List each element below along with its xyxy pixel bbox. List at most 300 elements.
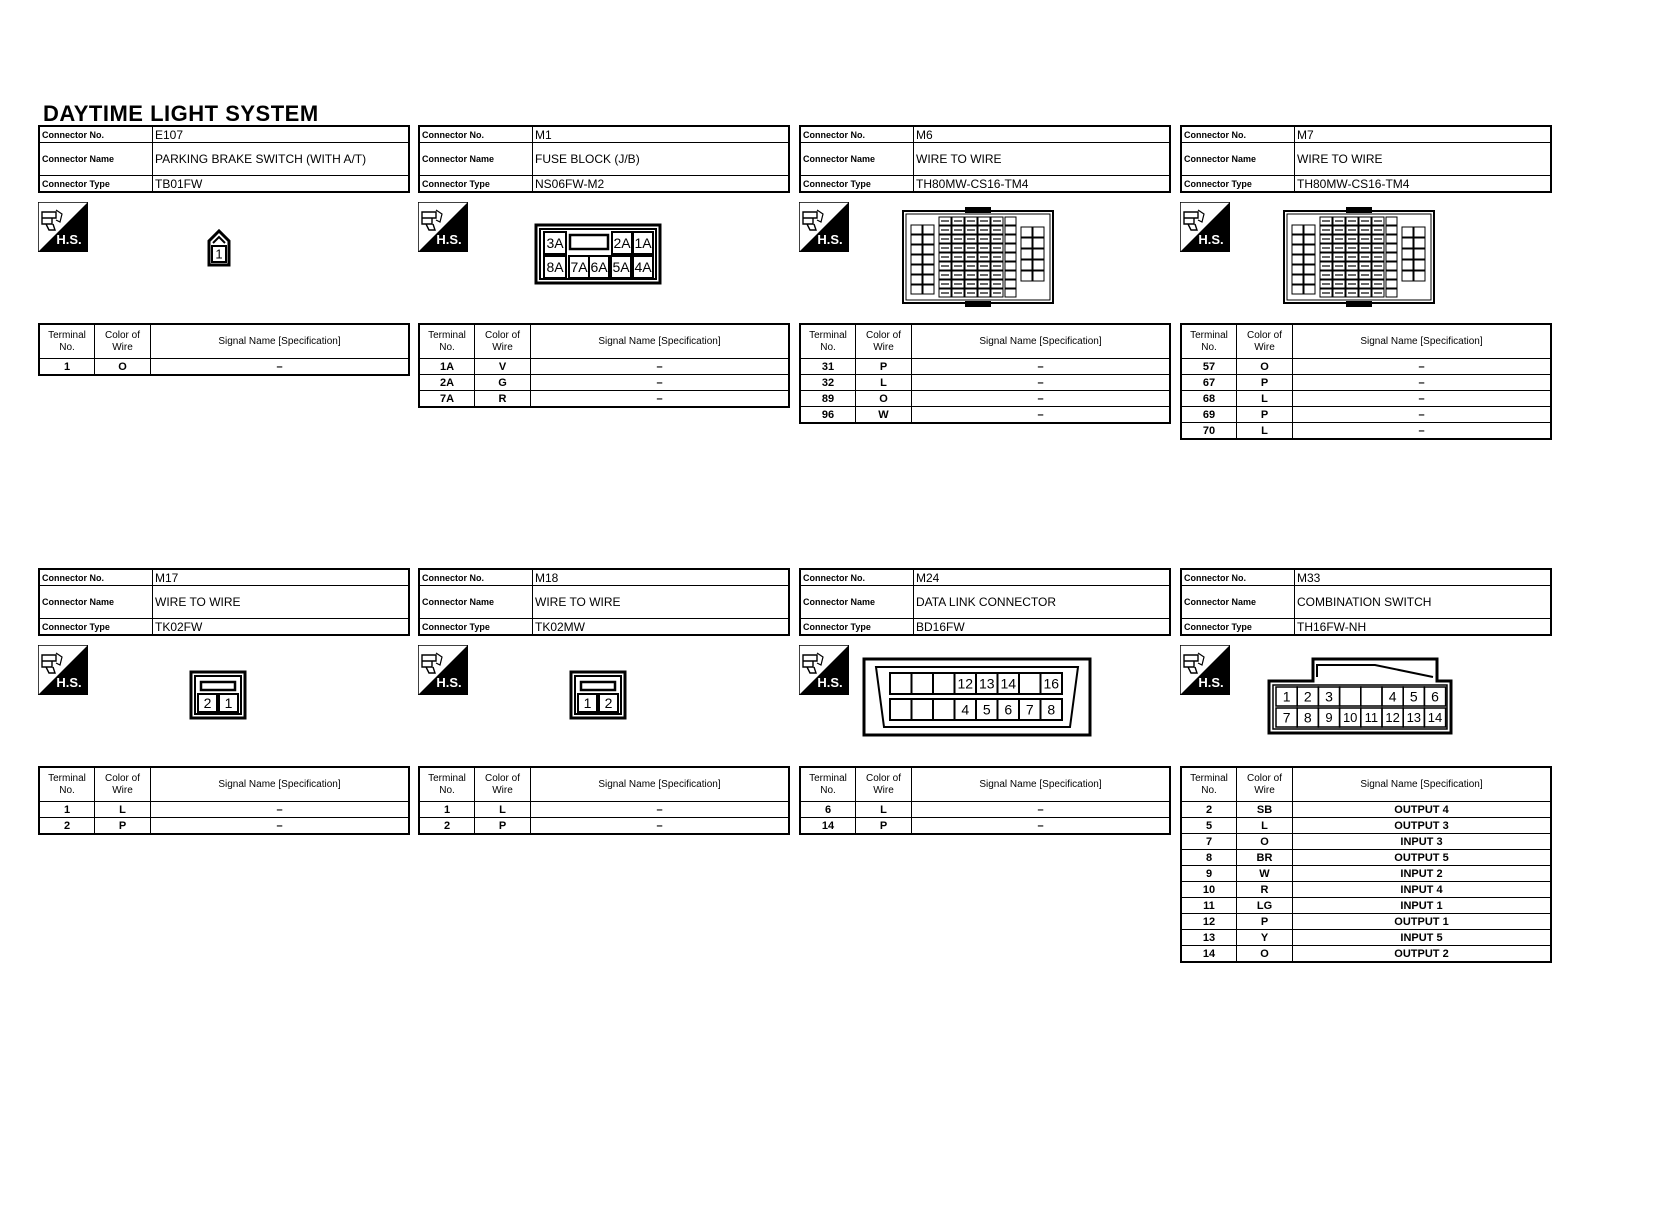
pin-cavity [1005, 235, 1016, 243]
connector-lock [1346, 207, 1372, 213]
color-of-wire-header: Color of Wire [95, 767, 151, 802]
signal-name: – [151, 818, 410, 835]
wire-color: L [1237, 423, 1293, 440]
pin-cavity [1019, 673, 1041, 694]
pin-cavity [1304, 225, 1315, 234]
pin-cavity [933, 673, 955, 694]
connector-type-value: BD16FW [914, 619, 1171, 636]
pin-label: 5 [1409, 688, 1418, 705]
terminal-no: 89 [800, 391, 856, 407]
connector-housing [864, 659, 1090, 735]
pin-cavity [1292, 255, 1303, 264]
terminal-no: 14 [800, 818, 856, 835]
terminal-no: 1 [39, 359, 95, 376]
wire-color: G [475, 375, 531, 391]
signal-name: – [1293, 391, 1552, 407]
connector-card-m17 [38, 568, 410, 835]
connector-header-table [38, 568, 410, 636]
pin-cavity [1292, 275, 1303, 284]
pin-cavity [1033, 260, 1044, 270]
connector-figure [418, 193, 790, 323]
connector-lock [1317, 665, 1433, 677]
wire-color: L [1237, 391, 1293, 407]
pin-label: 16 [1043, 675, 1060, 692]
signal-name: – [912, 818, 1171, 835]
pin-cavity [923, 245, 934, 254]
signal-name: – [1293, 407, 1552, 423]
connector-header-table [1180, 568, 1552, 636]
terminal-no: 7 [1181, 834, 1237, 850]
hs-label: H.S. [56, 675, 82, 690]
connector-header-table [418, 125, 790, 193]
signal-name: – [531, 802, 790, 818]
terminal-no: 12 [1181, 914, 1237, 930]
hs-label: H.S. [1198, 232, 1224, 247]
terminal-no: 68 [1181, 391, 1237, 407]
signal-name: OUTPUT 4 [1293, 802, 1552, 818]
hs-label: H.S. [1198, 675, 1224, 690]
terminal-no: 32 [800, 375, 856, 391]
connector-figure [799, 636, 1171, 766]
connector-face-diagram [569, 670, 627, 720]
pin-cavity [1386, 289, 1397, 297]
connector-type-label: Connector Type [1181, 176, 1295, 193]
connector-header-table [799, 125, 1171, 193]
terminal-no: 2 [39, 818, 95, 835]
pin-cavity [1402, 238, 1413, 248]
table-row [419, 375, 789, 391]
connector-name-label: Connector Name [1181, 143, 1295, 176]
pin-cavity [1386, 244, 1397, 252]
pin-label: 1 [1282, 688, 1291, 705]
pin-cavity [1340, 687, 1361, 706]
pin-cavity [1005, 217, 1016, 225]
color-of-wire-header: Color of Wire [95, 324, 151, 359]
connector-name-label: Connector Name [419, 586, 533, 619]
terminal-table [418, 766, 790, 835]
terminal-no: 1 [39, 802, 95, 818]
signal-name-header: Signal Name [Specification] [151, 324, 410, 359]
pin-label: 8 [1303, 709, 1312, 726]
terminal-no: 14 [1181, 946, 1237, 963]
wire-color: R [1237, 882, 1293, 898]
connector-name-value: WIRE TO WIRE [914, 143, 1171, 176]
terminal-table [418, 323, 790, 408]
pin-cavity [1402, 271, 1413, 281]
table-row [39, 802, 409, 818]
connector-name-label: Connector Name [419, 143, 533, 176]
pin-label: 12 [957, 675, 974, 692]
pin-cavity [911, 225, 922, 234]
signal-name-header: Signal Name [Specification] [1293, 324, 1552, 359]
pin-cavity [890, 699, 912, 720]
pin-cavity [1005, 280, 1016, 288]
pin-cavity [1005, 253, 1016, 261]
wire-color: O [95, 359, 151, 376]
table-row [1181, 359, 1551, 375]
table-row [1181, 423, 1551, 440]
pin-cavity [1386, 271, 1397, 279]
signal-name-header: Signal Name [Specification] [912, 324, 1171, 359]
harness-side-icon [418, 202, 468, 252]
terminal-no-header: Terminal No. [1181, 767, 1237, 802]
terminal-no: 10 [1181, 882, 1237, 898]
connector-type-value: TH80MW-CS16-TM4 [1295, 176, 1552, 193]
signal-name: – [912, 375, 1171, 391]
connector-no-value: M17 [153, 569, 410, 586]
connector-no-value: M1 [533, 126, 790, 143]
connector-no-label: Connector No. [39, 126, 153, 143]
pin-cavity [1402, 260, 1413, 270]
connector-figure [799, 193, 1171, 323]
terminal-no: 67 [1181, 375, 1237, 391]
connector-header-table [38, 125, 410, 193]
connector-type-value: NS06FW-M2 [533, 176, 790, 193]
harness-side-icon [1180, 202, 1230, 252]
signal-name-header: Signal Name [Specification] [1293, 767, 1552, 802]
connector-no-value: M18 [533, 569, 790, 586]
connector-no-value: M24 [914, 569, 1171, 586]
connector-figure [1180, 636, 1552, 766]
connector-card-m7 [1180, 125, 1552, 440]
color-of-wire-header: Color of Wire [1237, 767, 1293, 802]
pin-cavity [1005, 244, 1016, 252]
connector-no-label: Connector No. [1181, 569, 1295, 586]
pin-cavity [1292, 285, 1303, 294]
pin-cavity [911, 255, 922, 264]
pin-cavity [1304, 285, 1315, 294]
terminal-no: 1 [419, 802, 475, 818]
connector-face-diagram [1267, 657, 1453, 735]
pin-cavity [1386, 235, 1397, 243]
pin-cavity [1033, 271, 1044, 281]
pin-cavity [1021, 238, 1032, 248]
terminal-no: 57 [1181, 359, 1237, 375]
connector-name-value: WIRE TO WIRE [533, 586, 790, 619]
pin-label: 5 [982, 701, 991, 718]
signal-name: – [1293, 375, 1552, 391]
terminal-table [1180, 766, 1552, 963]
table-row [800, 802, 1170, 818]
connector-name-value: FUSE BLOCK (J/B) [533, 143, 790, 176]
pin-label: 13 [1406, 710, 1422, 725]
connector-card-m18 [418, 568, 790, 835]
pin-cavity [1005, 271, 1016, 279]
pin-cavity [1292, 235, 1303, 244]
pin-cavity [1005, 289, 1016, 297]
pin-cavity [1386, 253, 1397, 261]
pin-label: 5A [612, 259, 630, 275]
pin-label: 10 [1342, 710, 1358, 725]
pin-label: 11 [1364, 710, 1379, 725]
connector-figure [38, 193, 410, 323]
connector-name-value: WIRE TO WIRE [153, 586, 410, 619]
connector-type-value: TK02FW [153, 619, 410, 636]
pin-label: 6A [590, 259, 608, 275]
pin-cavity [1021, 271, 1032, 281]
connector-no-value: E107 [153, 126, 410, 143]
signal-name: – [912, 359, 1171, 375]
connector-no-label: Connector No. [1181, 126, 1295, 143]
pin-label: 12 [1385, 710, 1400, 725]
pin-cavity [1005, 226, 1016, 234]
table-row [1181, 850, 1551, 866]
connector-no-label: Connector No. [800, 569, 914, 586]
pin-label: 8 [1047, 701, 1056, 718]
wire-color: P [1237, 914, 1293, 930]
pin-label: 3A [546, 235, 564, 251]
harness-side-icon [38, 202, 88, 252]
hs-label: H.S. [56, 232, 82, 247]
signal-name: – [151, 359, 410, 376]
signal-name: – [531, 359, 790, 375]
signal-name: INPUT 1 [1293, 898, 1552, 914]
connector-type-label: Connector Type [39, 619, 153, 636]
pin-cavity [1386, 226, 1397, 234]
connector-card-m33 [1180, 568, 1552, 963]
pin-label: 1A [634, 235, 652, 251]
pin-cavity [1361, 687, 1382, 706]
signal-name: INPUT 3 [1293, 834, 1552, 850]
wire-color: O [1237, 946, 1293, 963]
terminal-no-header: Terminal No. [800, 324, 856, 359]
connector-lock [965, 207, 991, 213]
connector-header-table [1180, 125, 1552, 193]
pin-cavity [1386, 217, 1397, 225]
pin-cavity [1386, 262, 1397, 270]
wire-color: O [856, 391, 912, 407]
wire-color: V [475, 359, 531, 375]
color-of-wire-header: Color of Wire [475, 767, 531, 802]
pin-cavity [1304, 245, 1315, 254]
connector-figure [1180, 193, 1552, 323]
pin-label: 14 [1000, 675, 1017, 692]
terminal-table [38, 766, 410, 835]
connector-face-diagram [862, 657, 1092, 737]
connector-type-value: TH16FW-NH [1295, 619, 1552, 636]
signal-name: INPUT 2 [1293, 866, 1552, 882]
pin-cavity [912, 673, 934, 694]
pin-cavity [1021, 260, 1032, 270]
pin-cavity [1414, 227, 1425, 237]
table-row [419, 391, 789, 408]
signal-name: – [531, 375, 790, 391]
connector-no-value: M7 [1295, 126, 1552, 143]
terminal-no: 96 [800, 407, 856, 424]
table-row [1181, 882, 1551, 898]
connector-face-diagram [901, 205, 1055, 309]
terminal-no: 6 [800, 802, 856, 818]
terminal-no: 7A [419, 391, 475, 408]
pin-label: 4 [1388, 688, 1397, 705]
hs-label: H.S. [436, 675, 462, 690]
terminal-no: 9 [1181, 866, 1237, 882]
wire-color: Y [1237, 930, 1293, 946]
wire-color: P [1237, 375, 1293, 391]
pin-cavity [911, 275, 922, 284]
pin-cavity [1021, 249, 1032, 259]
table-row [1181, 930, 1551, 946]
pin-label: 6 [1004, 701, 1013, 718]
terminal-no-header: Terminal No. [1181, 324, 1237, 359]
terminal-no: 2A [419, 375, 475, 391]
signal-name: OUTPUT 1 [1293, 914, 1552, 930]
connector-no-label: Connector No. [39, 569, 153, 586]
pin-cavity [923, 225, 934, 234]
signal-name-header: Signal Name [Specification] [151, 767, 410, 802]
terminal-no-header: Terminal No. [800, 767, 856, 802]
connector-card-m24 [799, 568, 1171, 835]
connector-name-label: Connector Name [39, 586, 153, 619]
terminal-table [799, 766, 1171, 835]
table-row [1181, 946, 1551, 963]
pin-cavity [1021, 227, 1032, 237]
pin-cavity [912, 699, 934, 720]
connector-figure [38, 636, 410, 766]
connector-no-label: Connector No. [800, 126, 914, 143]
pin-label: 7 [1282, 709, 1291, 726]
connector-figure [418, 636, 790, 766]
connector-lock [965, 301, 991, 307]
connector-name-value: DATA LINK CONNECTOR [914, 586, 1171, 619]
color-of-wire-header: Color of Wire [475, 324, 531, 359]
signal-name: – [912, 407, 1171, 424]
pin-label: 2A [613, 235, 631, 251]
table-row [1181, 802, 1551, 818]
wire-color: L [856, 375, 912, 391]
harness-side-icon [799, 202, 849, 252]
wire-color: W [856, 407, 912, 424]
table-row [800, 407, 1170, 424]
pin-cavity [1033, 227, 1044, 237]
pin-cavity [911, 245, 922, 254]
connector-card-m1 [418, 125, 790, 408]
pin-cavity [1005, 262, 1016, 270]
table-row [800, 375, 1170, 391]
signal-name-header: Signal Name [Specification] [912, 767, 1171, 802]
terminal-table [38, 323, 410, 376]
pin-cavity [1414, 260, 1425, 270]
connector-face-diagram [189, 670, 247, 720]
wire-color: P [856, 818, 912, 835]
pin-label: 9 [1325, 710, 1333, 725]
pin-label: 8A [546, 259, 564, 275]
harness-side-icon [418, 645, 468, 695]
pin-label: 7A [570, 259, 588, 275]
pin-label: 4 [961, 701, 970, 718]
page-title: DAYTIME LIGHT SYSTEM [43, 101, 319, 126]
wire-color: O [1237, 359, 1293, 375]
pin-cavity [923, 265, 934, 274]
table-row [1181, 818, 1551, 834]
wire-color: W [1237, 866, 1293, 882]
terminal-no: 13 [1181, 930, 1237, 946]
connector-face-diagram [1282, 205, 1436, 309]
pin-cavity [911, 285, 922, 294]
signal-name-header: Signal Name [Specification] [531, 767, 790, 802]
signal-name: – [531, 818, 790, 835]
connector-card-m6 [799, 125, 1171, 424]
table-row [1181, 914, 1551, 930]
color-of-wire-header: Color of Wire [1237, 324, 1293, 359]
pin-cavity [1292, 265, 1303, 274]
wire-color: R [475, 391, 531, 408]
wire-color: L [856, 802, 912, 818]
table-row [39, 359, 409, 376]
terminal-no: 5 [1181, 818, 1237, 834]
signal-name: INPUT 4 [1293, 882, 1552, 898]
pin-label: 14 [1427, 710, 1443, 725]
table-row [1181, 407, 1551, 423]
table-row [1181, 866, 1551, 882]
wire-color: BR [1237, 850, 1293, 866]
pin-cavity [1304, 275, 1315, 284]
connector-lock [1346, 301, 1372, 307]
connector-type-label: Connector Type [800, 619, 914, 636]
connector-no-value: M6 [914, 126, 1171, 143]
pin-cavity [1386, 280, 1397, 288]
pin-label: 4A [634, 259, 652, 275]
connector-type-label: Connector Type [39, 176, 153, 193]
pin-label: 1 [215, 246, 223, 262]
pin-label: 2 [203, 695, 212, 711]
wire-color: O [1237, 834, 1293, 850]
wire-color: P [1237, 407, 1293, 423]
pin-cavity [1304, 265, 1315, 274]
connector-face-diagram [534, 221, 662, 285]
connector-type-value: TB01FW [153, 176, 410, 193]
connector-no-value: M33 [1295, 569, 1552, 586]
connector-name-label: Connector Name [1181, 586, 1295, 619]
connector-card-e107 [38, 125, 410, 376]
signal-name: – [151, 802, 410, 818]
pin-label: 7 [1025, 701, 1034, 718]
table-row [1181, 375, 1551, 391]
connector-face-diagram [199, 229, 239, 273]
terminal-no: 69 [1181, 407, 1237, 423]
pin-cavity [1033, 249, 1044, 259]
signal-name: – [1293, 423, 1552, 440]
pin-cavity [1414, 238, 1425, 248]
signal-name: OUTPUT 3 [1293, 818, 1552, 834]
terminal-no: 2 [419, 818, 475, 835]
connector-lock [201, 682, 235, 690]
terminal-table [1180, 323, 1552, 440]
pin-cavity [1033, 238, 1044, 248]
pin-label: 6 [1431, 688, 1439, 705]
connector-header-table [418, 568, 790, 636]
connector-no-label: Connector No. [419, 126, 533, 143]
pin-label: 1 [583, 695, 592, 711]
table-row [419, 359, 789, 375]
connector-type-label: Connector Type [419, 619, 533, 636]
pin-cavity [923, 285, 934, 294]
connector-name-label: Connector Name [39, 143, 153, 176]
terminal-no-header: Terminal No. [419, 767, 475, 802]
table-row [800, 818, 1170, 835]
pin-cavity [1402, 249, 1413, 259]
pin-label: 1 [224, 695, 233, 711]
signal-name: – [912, 802, 1171, 818]
pin-cavity [890, 673, 912, 694]
pin-cavity [1292, 245, 1303, 254]
pin-label: 3 [1325, 688, 1333, 705]
terminal-no: 31 [800, 359, 856, 375]
hs-label: H.S. [436, 232, 462, 247]
harness-side-icon [38, 645, 88, 695]
pin-cavity [911, 265, 922, 274]
terminal-no-header: Terminal No. [39, 767, 95, 802]
